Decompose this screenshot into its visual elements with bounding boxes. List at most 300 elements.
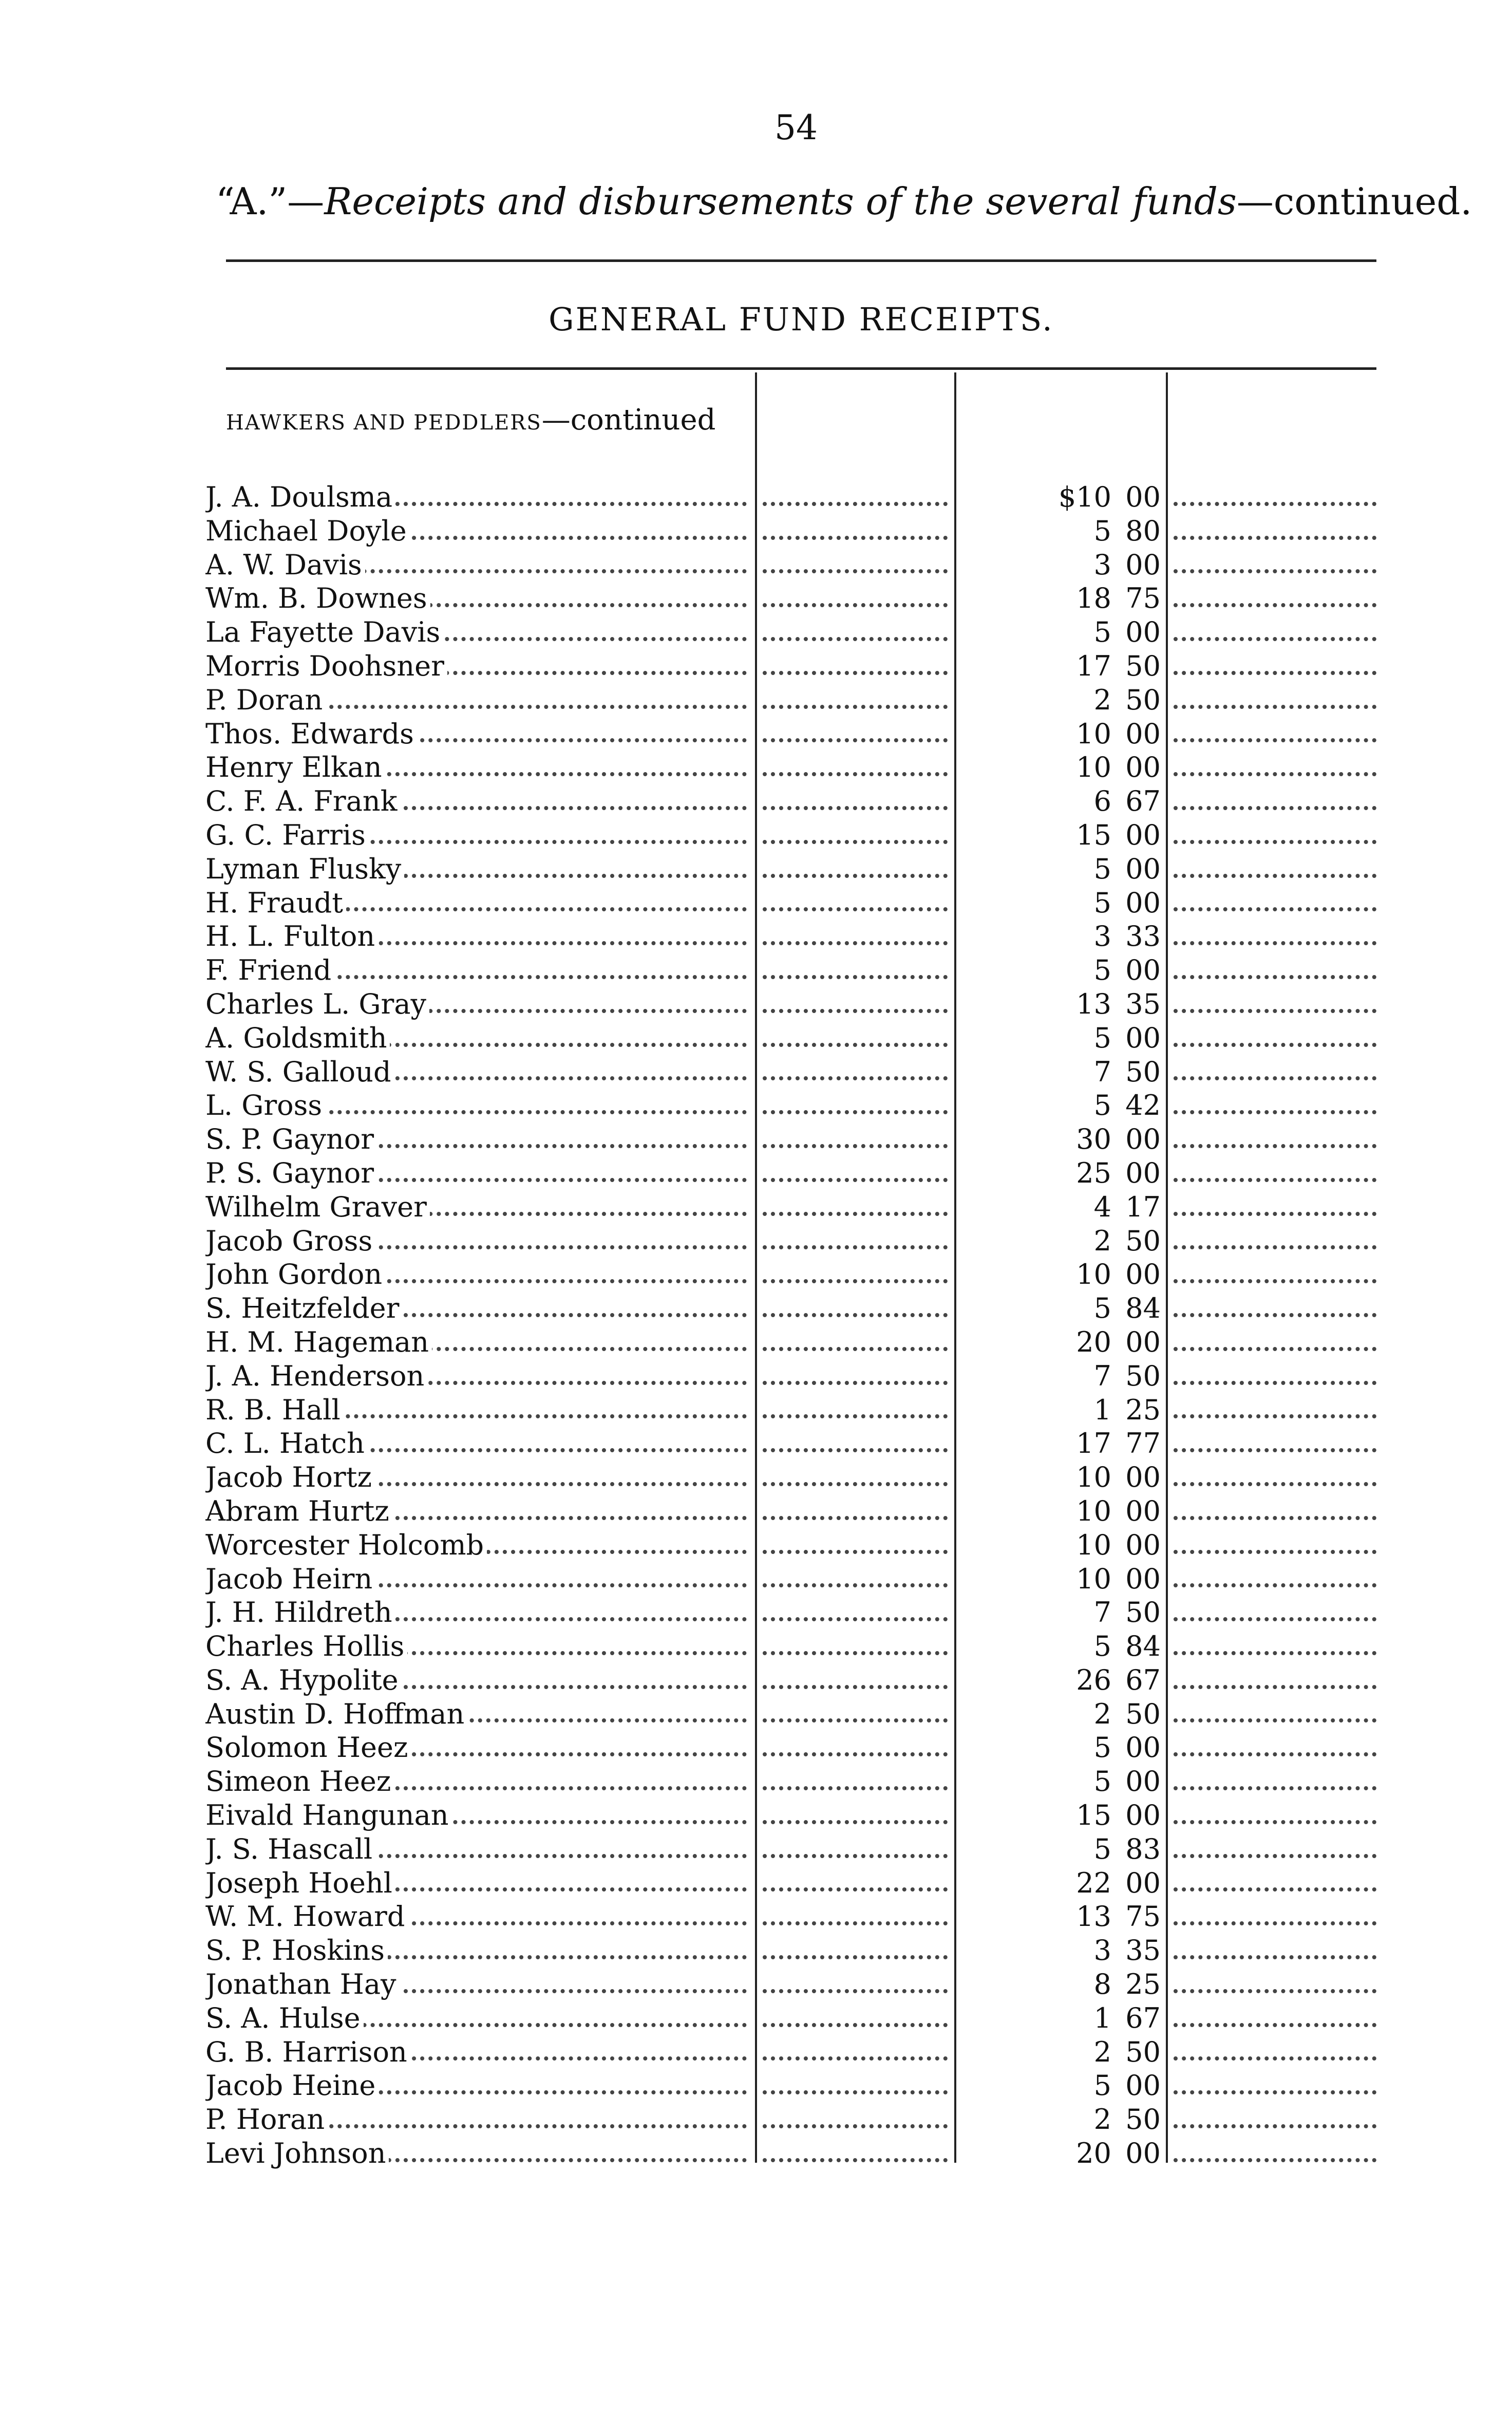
amount-cents: 42 [1125,1089,1161,1122]
amount-cents: 50 [1125,1596,1161,1629]
payer-name-cell [205,1968,750,2001]
payer-name: G. B. Harrison [205,2036,410,2068]
leader-dots [1174,671,1376,675]
payer-name-cell [205,1055,750,1089]
amount-cents: 00 [1125,548,1161,581]
amount-cents: 00 [1125,717,1161,750]
leader-dots [763,840,948,844]
amount-cents: 75 [1125,1900,1161,1933]
amount [960,1055,1161,1089]
amount-dollars: 10 [1076,751,1111,784]
payer-name: C. F. A. Frank [205,785,400,817]
payer-name: S. Heitzfelder [205,1292,402,1324]
leader-dots [1174,1718,1376,1722]
leader-dots [763,1178,948,1182]
leader-dots [1174,705,1376,709]
table-row [205,2001,1376,2035]
leader-dots [763,1516,948,1520]
amount-cents: 00 [1125,1123,1161,1156]
payer-name-cell [205,818,750,852]
leader-dots [763,1313,948,1317]
payer-name-cell [205,1427,750,1460]
leader-dots [1174,772,1376,776]
payer-name-cell [205,548,750,582]
table-row [205,2035,1376,2069]
payer-name: C. L. Hatch [205,1427,368,1459]
leader-dots [763,1752,948,1756]
leader-dots [763,772,948,776]
amount-cents: 00 [1125,1021,1161,1054]
table-row [205,1359,1376,1393]
payer-name: Morris Doohsner [205,650,447,682]
amount-cents: 35 [1125,1934,1161,1967]
payer-name: Lyman Flusky [205,853,404,885]
leader-dots [1174,1009,1376,1013]
leader-dots [1174,1651,1376,1655]
payer-name-cell [205,2103,750,2137]
amount [960,920,1161,953]
amount-cents: 50 [1125,649,1161,682]
leader-dots [763,941,948,945]
amount [960,818,1161,852]
leader-dots [763,2124,948,2128]
leader-dots [1174,1144,1376,1148]
amount [960,1934,1161,1968]
amount-dollars: 2 [1093,683,1111,716]
table-row [205,1055,1376,1089]
leader-dots [763,536,948,540]
amount-cents: 00 [1125,2069,1161,2102]
leader-dots [1174,1989,1376,1993]
payer-name-cell [205,1393,750,1427]
payer-name-cell [205,1799,750,1832]
leader-dots [763,1887,948,1891]
leader-dots [763,907,948,911]
receipts-table [205,480,1376,2170]
leader-dots [1174,1583,1376,1587]
payer-name: Charles Hollis [205,1630,407,1662]
amount [960,649,1161,683]
payer-name: Michael Doyle [205,515,410,547]
amount [960,1460,1161,1494]
amount-dollars: 5 [1093,1731,1111,1764]
leader-dots [763,637,948,641]
leader-dots [1174,2158,1376,2162]
amount-cents: 67 [1125,2001,1161,2034]
amount-cents: 77 [1125,1427,1161,1460]
amount [960,1562,1161,1596]
section-title: GENERAL FUND RECEIPTS. [549,301,1054,338]
payer-name-cell [205,1122,750,1156]
table-row [205,1562,1376,1596]
leader-dots [1174,1887,1376,1891]
payer-name: Abram Hurtz [205,1495,392,1527]
amount-cents: 00 [1125,954,1161,987]
table-row [205,1866,1376,1900]
leader-dots [763,1144,948,1148]
table-row [205,1731,1376,1765]
payer-name-cell [205,751,750,784]
payer-name: Henry Elkan [205,751,385,783]
leader-dots [763,1414,948,1418]
leader-dots [1174,1347,1376,1351]
amount-dollars: 5 [1093,1021,1111,1054]
amount-dollars: 4 [1093,1190,1111,1223]
amount-dollars: 7 [1093,1359,1111,1392]
payer-name-cell [205,784,750,818]
leader-dots [1174,1482,1376,1486]
amount-cents: 17 [1125,1190,1161,1223]
leader-dots [763,569,948,573]
leader-dots [763,1550,948,1554]
subheading-rest: —continued [541,403,716,437]
leader-dots [763,2023,948,2027]
payer-name-cell [205,987,750,1021]
leader-dots [763,1718,948,1722]
amount [960,2069,1161,2103]
payer-name-cell [205,1528,750,1562]
payer-name-cell [205,1731,750,1765]
amount-cents: 50 [1125,2103,1161,2136]
leader-dots [763,2056,948,2061]
leader-dots [763,1651,948,1655]
payer-name: R. B. Hall [205,1394,344,1426]
leader-dots [763,1448,948,1452]
amount [960,480,1161,514]
amount [960,1021,1161,1055]
leader-dots [1174,907,1376,911]
payer-name: Solomon Heez [205,1731,411,1764]
table-row [205,649,1376,683]
amount-cents: 50 [1125,1055,1161,1088]
table-row [205,1224,1376,1258]
amount-cents: 25 [1125,1968,1161,2001]
payer-name: Jacob Heine [205,2069,379,2102]
payer-name-cell [205,2069,750,2103]
amount-cents: 00 [1125,2137,1161,2170]
amount-dollars: 13 [1076,1900,1111,1933]
amount-dollars: 3 [1093,548,1111,581]
payer-name: J. H. Hildreth [205,1596,395,1628]
payer-name: F. Friend [205,954,334,986]
payer-name: Jacob Hortz [205,1461,375,1493]
amount-cents: 00 [1125,1528,1161,1561]
payer-name-cell [205,2001,750,2035]
amount-cents: 00 [1125,1562,1161,1595]
payer-name-cell [205,1325,750,1359]
leader-dots [1174,1279,1376,1283]
leader-dots [763,1245,948,1249]
table-row [205,1765,1376,1799]
amount-cents: 84 [1125,1292,1161,1325]
table-row [205,615,1376,649]
amount-dollars: 10 [1076,1528,1111,1561]
leader-dots [763,1583,948,1587]
payer-name: S. A. Hulse [205,2002,364,2034]
table-row [205,784,1376,818]
leader-dots [1174,1685,1376,1689]
leader-dots [1174,1076,1376,1080]
payer-name: P. Doran [205,684,326,716]
leader-dots [1174,941,1376,945]
leader-dots [1174,2124,1376,2128]
payer-name: La Fayette Davis [205,616,443,648]
amount [960,1832,1161,1866]
amount-dollars: 20 [1076,2137,1111,2170]
payer-name-cell [205,1832,750,1866]
leader-dots [763,1820,948,1824]
payer-name: S. P. Hoskins [205,1934,388,1966]
payer-name-cell [205,1866,750,1900]
payer-name-cell [205,1596,750,1629]
leader-dots [1174,2090,1376,2094]
amount [960,615,1161,649]
amount [960,1122,1161,1156]
amount-dollars: 10 [1076,1461,1111,1494]
amount-dollars: 7 [1093,1055,1111,1088]
amount-cents: 00 [1125,1325,1161,1358]
payer-name: Simeon Heez [205,1765,394,1797]
table-row [205,1629,1376,1663]
payer-name-cell [205,1562,750,1596]
leader-dots [1174,1617,1376,1621]
table-row [205,1190,1376,1224]
amount-dollars: 5 [1093,954,1111,987]
payer-name-cell [205,1765,750,1799]
leader-dots [763,1009,948,1013]
amount-dollars: 10 [1076,1258,1111,1291]
leader-dots [1174,1178,1376,1182]
leader-dots [763,603,948,607]
amount-cents: 00 [1125,1866,1161,1899]
table-row [205,480,1376,514]
amount-cents: 84 [1125,1630,1161,1663]
table-row [205,1122,1376,1156]
payer-name-cell [205,582,750,615]
amount-cents: 35 [1125,987,1161,1020]
amount-dollars: 8 [1093,1968,1111,2001]
amount-dollars: 15 [1076,1799,1111,1832]
payer-name-cell [205,480,750,514]
amount [960,1224,1161,1258]
table-row [205,987,1376,1021]
leader-dots [763,1212,948,1216]
leader-dots [763,1685,948,1689]
leader-dots [763,806,948,810]
table-row [205,751,1376,784]
table-row [205,953,1376,987]
payer-name: H. Fraudt [205,887,346,919]
amount-cents: 00 [1125,751,1161,784]
amount-dollars: 20 [1076,1325,1111,1358]
leader-dots [763,502,948,506]
leader-dots [1174,1110,1376,1114]
payer-name-cell [205,2035,750,2069]
leader-dots [763,874,948,878]
amount-dollars: 5 [1093,1765,1111,1798]
leader-dots [1174,1516,1376,1520]
payer-name: P. Horan [205,2103,328,2136]
amount [960,2001,1161,2035]
amount-cents: 00 [1125,1494,1161,1527]
leader-dots [1174,874,1376,878]
amount-dollars: 10 [1076,1562,1111,1595]
amount [960,1799,1161,1832]
amount [960,514,1161,548]
amount-cents: 00 [1125,886,1161,919]
leader-dots [763,1279,948,1283]
payer-name: W. S. Galloud [205,1056,394,1088]
amount [960,548,1161,582]
top-rule [226,259,1376,262]
payer-name: Austin D. Hoffman [205,1698,467,1730]
amount-dollars: 5 [1093,886,1111,919]
payer-name-cell [205,1291,750,1325]
payer-name-cell [205,920,750,953]
leader-dots [1174,1820,1376,1824]
amount [960,953,1161,987]
payer-name-cell [205,1494,750,1528]
leader-dots [763,705,948,709]
payer-name: Thos. Edwards [205,718,417,750]
amount-cents: 00 [1125,1258,1161,1291]
amount-dollars: 1 [1093,2001,1111,2034]
table-row [205,1934,1376,1968]
table-row [205,1393,1376,1427]
amount-cents: 50 [1125,1697,1161,1730]
leader-dots [763,1955,948,1959]
payer-name-cell [205,1663,750,1697]
amount [960,1968,1161,2001]
leader-dots [763,1921,948,1925]
leader-dots [763,738,948,742]
table-row [205,1832,1376,1866]
amount-dollars: 10 [1076,717,1111,750]
table-row [205,1596,1376,1629]
leader-dots [1174,1752,1376,1756]
payer-name-cell [205,1021,750,1055]
amount [960,1325,1161,1359]
table-row [205,2069,1376,2103]
payer-name: Jacob Gross [205,1225,375,1257]
leader-dots [1174,1212,1376,1216]
leader-dots [763,1347,948,1351]
payer-name-cell [205,1934,750,1968]
payer-name: Worcester Holcomb [205,1529,487,1561]
payer-name: Jacob Heirn [205,1563,375,1595]
payer-name-cell [205,886,750,920]
amount [960,582,1161,615]
amount-cents: 00 [1125,1799,1161,1832]
payer-name-cell [205,683,750,717]
table-row [205,582,1376,615]
leader-dots [763,1110,948,1114]
leader-dots [1174,502,1376,506]
table-row [205,1697,1376,1731]
amount-cents: 25 [1125,1393,1161,1426]
payer-name: S. A. Hypolite [205,1664,402,1696]
table-row [205,514,1376,548]
payer-name-cell [205,1089,750,1122]
table-row [205,920,1376,953]
payer-name: H. L. Fulton [205,920,378,952]
payer-name-cell [205,615,750,649]
payer-name: Jonathan Hay [205,1968,400,2000]
leader-dots [1174,806,1376,810]
leader-dots [763,1989,948,1993]
amount-cents: 00 [1125,616,1161,649]
leader-dots [1174,1414,1376,1418]
amount-cents: 50 [1125,1224,1161,1257]
leader-dots [1174,1550,1376,1554]
amount [960,1697,1161,1731]
payer-name-cell [205,2137,750,2170]
table-row [205,852,1376,886]
leader-dots [763,1854,948,1858]
table-row [205,1528,1376,1562]
table-row [205,1291,1376,1325]
amount [960,2035,1161,2069]
page-header [216,180,1472,223]
amount-dollars: 17 [1076,649,1111,682]
amount [960,2137,1161,2170]
payer-name-cell [205,1460,750,1494]
amount-dollars: 25 [1076,1156,1111,1189]
leader-dots [1174,1313,1376,1317]
leader-dots [1174,2023,1376,2027]
amount [960,1765,1161,1799]
leader-dots [1174,975,1376,979]
table-row [205,1089,1376,1122]
amount-cents: 00 [1125,1765,1161,1798]
leader-dots [1174,840,1376,844]
payer-name: A. Goldsmith [205,1022,390,1054]
payer-name-cell [205,1224,750,1258]
amount-dollars: 5 [1093,852,1111,885]
leader-dots [1174,1786,1376,1790]
payer-name: Wilhelm Graver [205,1191,430,1223]
payer-name-cell [205,1156,750,1190]
amount-dollars: 30 [1076,1123,1111,1156]
amount-cents: 00 [1125,1731,1161,1764]
header-suffix: —continued. [1236,180,1472,223]
amount-dollars: $10 [1058,481,1111,513]
amount [960,751,1161,784]
amount-dollars: 3 [1093,1934,1111,1967]
leader-dots [763,1381,948,1385]
leader-dots [1174,1955,1376,1959]
amount-dollars: 26 [1076,1663,1111,1696]
amount-dollars: 1 [1093,1393,1111,1426]
payer-name-cell [205,514,750,548]
amount [960,1866,1161,1900]
amount [960,1629,1161,1663]
amount-dollars: 2 [1093,2103,1111,2136]
amount-cents: 50 [1125,2035,1161,2068]
payer-name-cell [205,1190,750,1224]
table-row [205,818,1376,852]
leader-dots [1174,1921,1376,1925]
amount-cents: 33 [1125,920,1161,953]
amount [960,1190,1161,1224]
amount [960,1291,1161,1325]
amount [960,1528,1161,1562]
amount [960,1596,1161,1629]
payer-name: H. M. Hageman [205,1326,432,1358]
payer-name: John Gordon [205,1258,385,1290]
table-row [205,1799,1376,1832]
table-row [205,1021,1376,1055]
